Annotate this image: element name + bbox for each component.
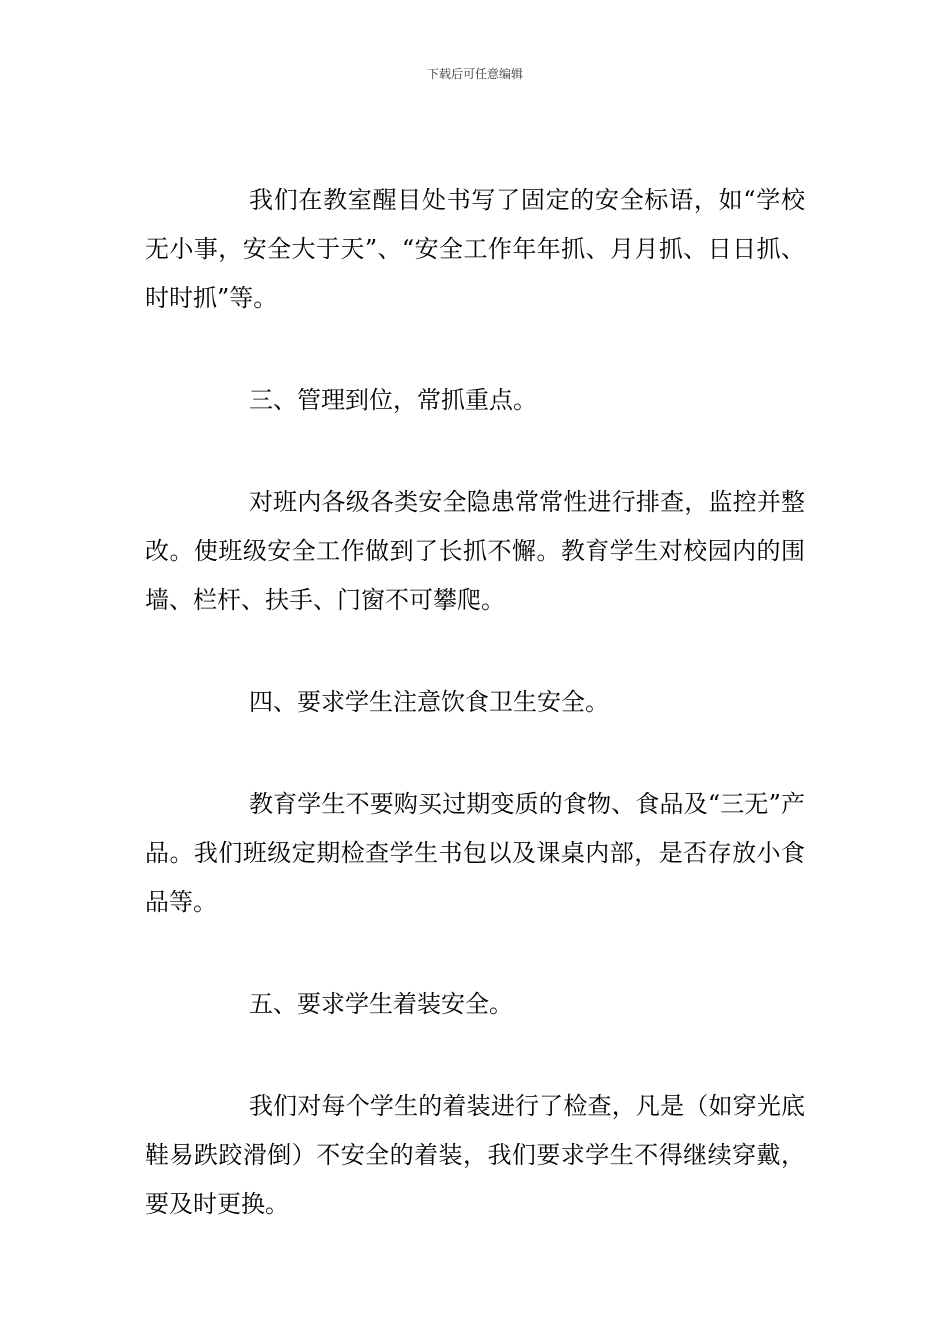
paragraph-clothing-safety: 我们对每个学生的着装进行了检查，凡是（如穿光底鞋易跌跤滑倒）不安全的着装，我们要求学生不得继续穿戴，要及时更换。 (145, 1092, 805, 1218)
page-header: 下载后可任意编辑 (426, 67, 523, 81)
document-body (145, 176, 805, 1229)
paragraph-safety-slogans: 我们在教室醒目处书写了固定的安全标语，如“学校无小事，安全大于天”、“安全工作年年抓、月月抓、日日抓、时时抓”等。 (145, 186, 805, 312)
section-heading-3: 三、管理到位，常抓重点。 (249, 386, 537, 414)
paragraph-hazard-inspection: 对班内各级各类安全隐患常常性进行排查，监控并整改。使班级安全工作做到了长抓不懈。教育学生对校园内的围墙、栏杆、扶手、门窗不可攀爬。 (145, 488, 805, 614)
spacer (145, 1029, 805, 1082)
spacer (145, 323, 805, 376)
spacer (145, 625, 805, 678)
section-heading-4: 四、要求学生注意饮食卫生安全。 (249, 688, 609, 716)
spacer (145, 727, 805, 780)
section-heading-5: 五、要求学生着装安全。 (249, 990, 513, 1018)
paragraph-food-safety: 教育学生不要购买过期变质的食物、食品及“三无”产品。我们班级定期检查学生书包以及课桌内部，是否存放小食品等。 (145, 790, 805, 916)
spacer (145, 927, 805, 980)
spacer (145, 425, 805, 478)
